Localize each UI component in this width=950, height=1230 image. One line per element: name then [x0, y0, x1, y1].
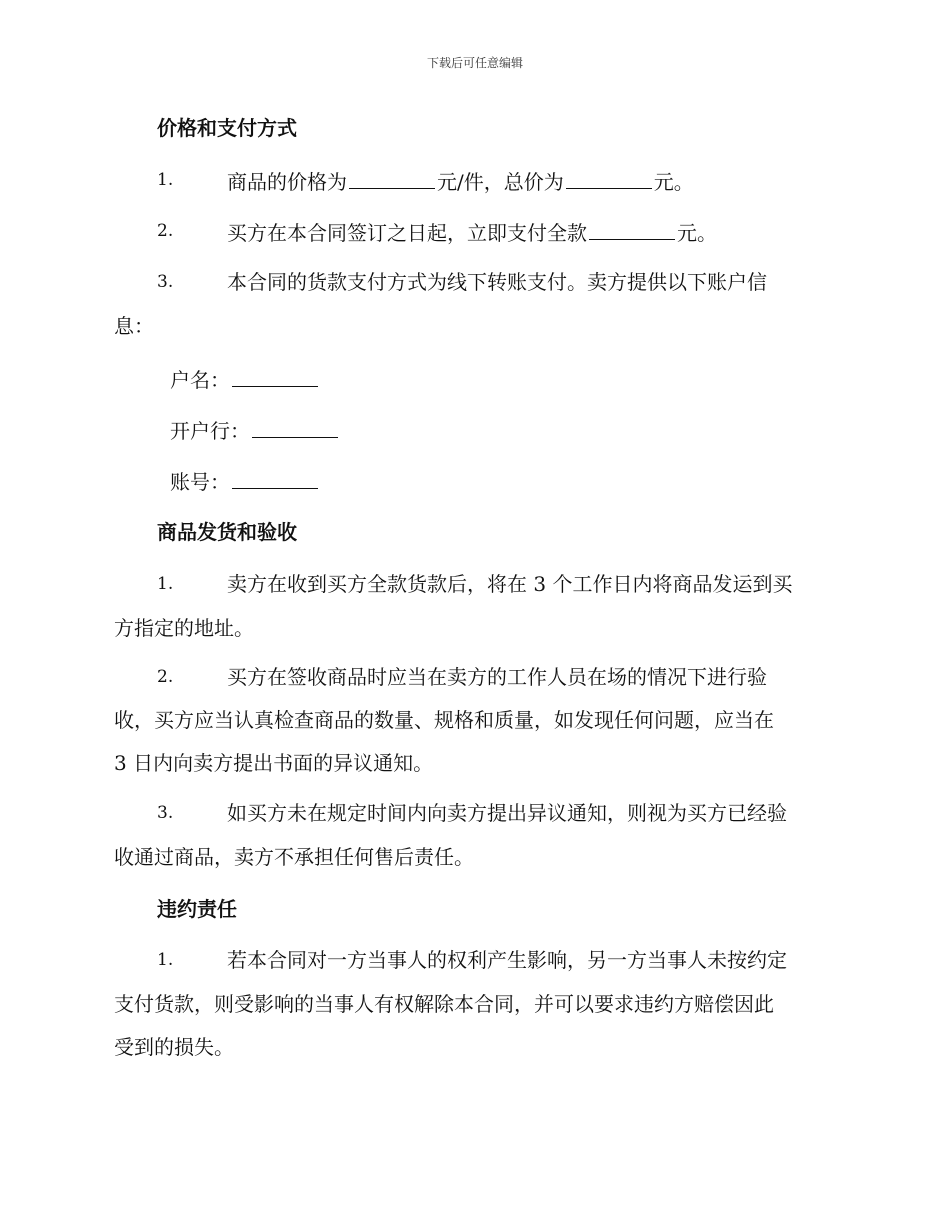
- transfer-clause-line1: 本合同的货款支付方式为线下转账支付。卖方提供以下账户信: [227, 270, 767, 294]
- delivery-clause-line1: 卖方在收到买方全款货款后，将在 3 个工作日内将商品发运到买: [227, 572, 793, 596]
- account-number-blank: [232, 466, 318, 489]
- page-header: 下载后可任意编辑: [426, 56, 523, 70]
- bank-label: 开户行：: [170, 419, 250, 443]
- price-text-c: 元。: [653, 170, 694, 194]
- bank-field: [170, 415, 340, 445]
- payment-text-b: 元。: [677, 221, 717, 245]
- breach-clause-line1: 若本合同对一方当事人的权利产生影响，另一方当事人未按约定: [227, 948, 787, 972]
- inspection-clause-line2: 收，买方应当认真检查商品的数量、规格和质量，如发现任何问题，应当在: [114, 708, 774, 732]
- total-price-blank: [566, 166, 652, 189]
- breach-clause-line3: 受到的损失。: [114, 1035, 234, 1059]
- inspection-clause-line1: 买方在签收商品时应当在卖方的工作人员在场的情况下进行验: [227, 665, 767, 689]
- unit-price-blank: [349, 166, 435, 189]
- breach-clause-line2: 支付货款，则受影响的当事人有权解除本合同，并可以要求违约方赔偿因此: [114, 992, 774, 1016]
- inspection-clause-line3: 3 日内向卖方提出书面的异议通知。: [114, 751, 434, 775]
- account-name-label: 户名：: [170, 368, 230, 392]
- item-number: 1.: [157, 950, 174, 970]
- account-number-label: 账号：: [170, 470, 230, 494]
- bank-blank: [252, 415, 338, 438]
- transfer-clause-line2: 息：: [114, 314, 154, 338]
- item-number: 3.: [157, 272, 174, 292]
- delivery-clause-line2: 方指定的地址。: [114, 616, 254, 640]
- item-number: 1.: [157, 574, 174, 594]
- price-text-b: 元/件，总价为: [437, 170, 564, 194]
- acceptance-clause-line1: 如买方未在规定时间内向卖方提出异议通知，则视为买方已经验: [227, 801, 787, 825]
- section-title-breach: 违约责任: [157, 897, 237, 921]
- acceptance-clause-line2: 收通过商品，卖方不承担任何售后责任。: [114, 845, 474, 869]
- account-name-blank: [232, 364, 318, 387]
- item-number: 2.: [157, 667, 174, 687]
- account-name-field: [170, 364, 320, 394]
- section-title-delivery: 商品发货和验收: [157, 520, 297, 544]
- price-text-a: 商品的价格为: [227, 170, 347, 194]
- item-number: 2.: [157, 221, 174, 241]
- account-number-field: [170, 466, 320, 496]
- price-clause: [227, 166, 694, 196]
- item-number: 3.: [157, 803, 174, 823]
- section-title-price-payment: 价格和支付方式: [157, 116, 297, 140]
- item-number: 1.: [157, 170, 174, 190]
- payment-clause: [227, 217, 717, 247]
- full-payment-blank: [589, 217, 675, 240]
- payment-text-a: 买方在本合同签订之日起，立即支付全款: [227, 221, 587, 245]
